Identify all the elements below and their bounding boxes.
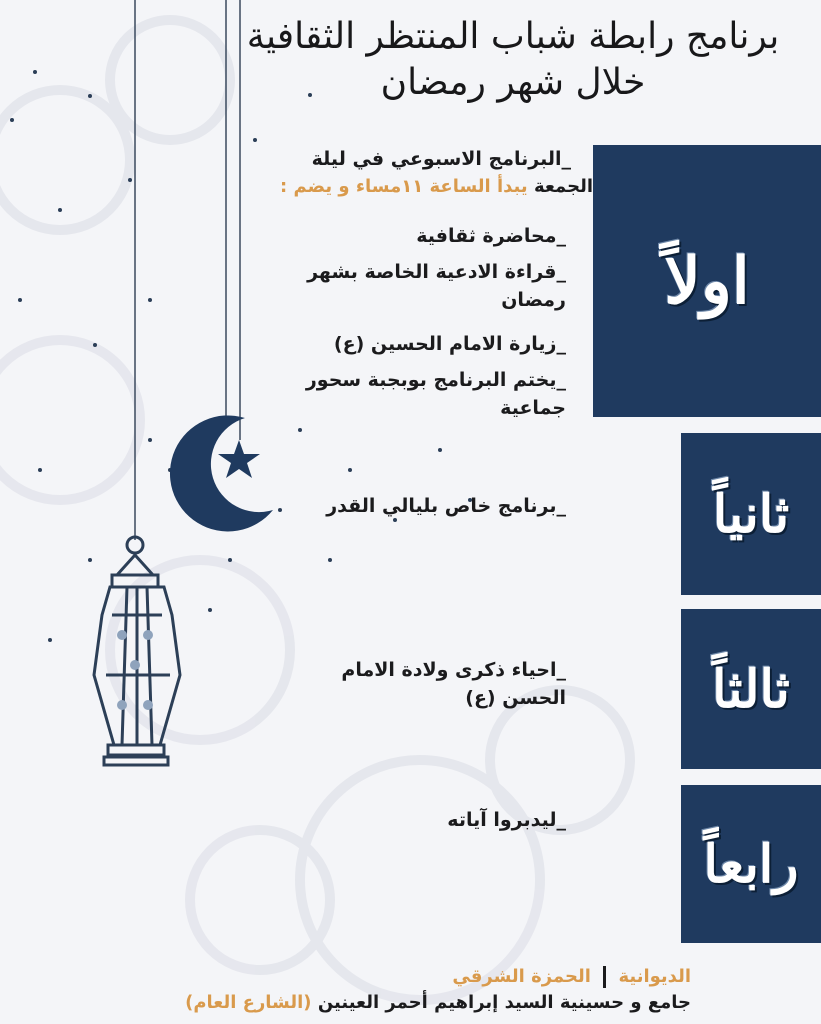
section-1-label: اولاً xyxy=(664,243,750,319)
section-1-box xyxy=(593,145,821,417)
section-3-label: ثالثاً xyxy=(712,658,790,720)
section-4-box xyxy=(681,785,821,943)
footer-line-1 xyxy=(71,964,691,990)
star-icon xyxy=(216,438,262,480)
ending-item: _يختم البرنامج بوبجبة سحور جماعية xyxy=(305,369,566,419)
weekly-program-text: _البرنامج الاسبوعي في ليلة xyxy=(311,148,571,170)
footer-line-2 xyxy=(71,990,691,1016)
footer-district: الحمزة الشرقي xyxy=(452,966,591,987)
footer-street: (الشارع العام) xyxy=(185,992,312,1013)
prayers-item: _قراءة الادعية الخاصة بشهر رمضان xyxy=(307,261,566,311)
page-title xyxy=(233,14,793,106)
title-line-1: برنامج رابطة شباب المنتظر الثقافية xyxy=(246,16,780,57)
weekly-program-day: الجمعة xyxy=(533,176,593,197)
footer-separator xyxy=(603,966,606,988)
qadr-item: _برنامج خاص بليالي القدر xyxy=(326,495,566,517)
lecture-item: _محاضرة ثقافية xyxy=(416,225,566,247)
section-2-box xyxy=(681,433,821,595)
footer-mosque: جامع و حسينية السيد إبراهيم أحمر العينين xyxy=(317,992,691,1013)
weekly-program-line-2 xyxy=(223,173,593,201)
ziyara-item: _زيارة الامام الحسين (ع) xyxy=(333,333,566,355)
lantern-icon xyxy=(82,535,192,775)
quran-item: _ليدبروا آياته xyxy=(447,809,566,831)
footer-city: الديوانية xyxy=(618,966,691,987)
birth-item: _احياء ذكرى ولادة الامام الحسن (ع) xyxy=(341,659,566,709)
section-4-label: رابعاً xyxy=(703,833,799,895)
weekly-program-time: يبدأ الساعة ١١مساء و يضم : xyxy=(280,176,528,197)
title-line-2: خلال شهر رمضان xyxy=(380,62,646,103)
section-2-label: ثانياً xyxy=(712,483,790,545)
weekly-program-line-1 xyxy=(251,145,571,173)
section-3-box xyxy=(681,609,821,769)
footer-location xyxy=(71,964,691,1016)
